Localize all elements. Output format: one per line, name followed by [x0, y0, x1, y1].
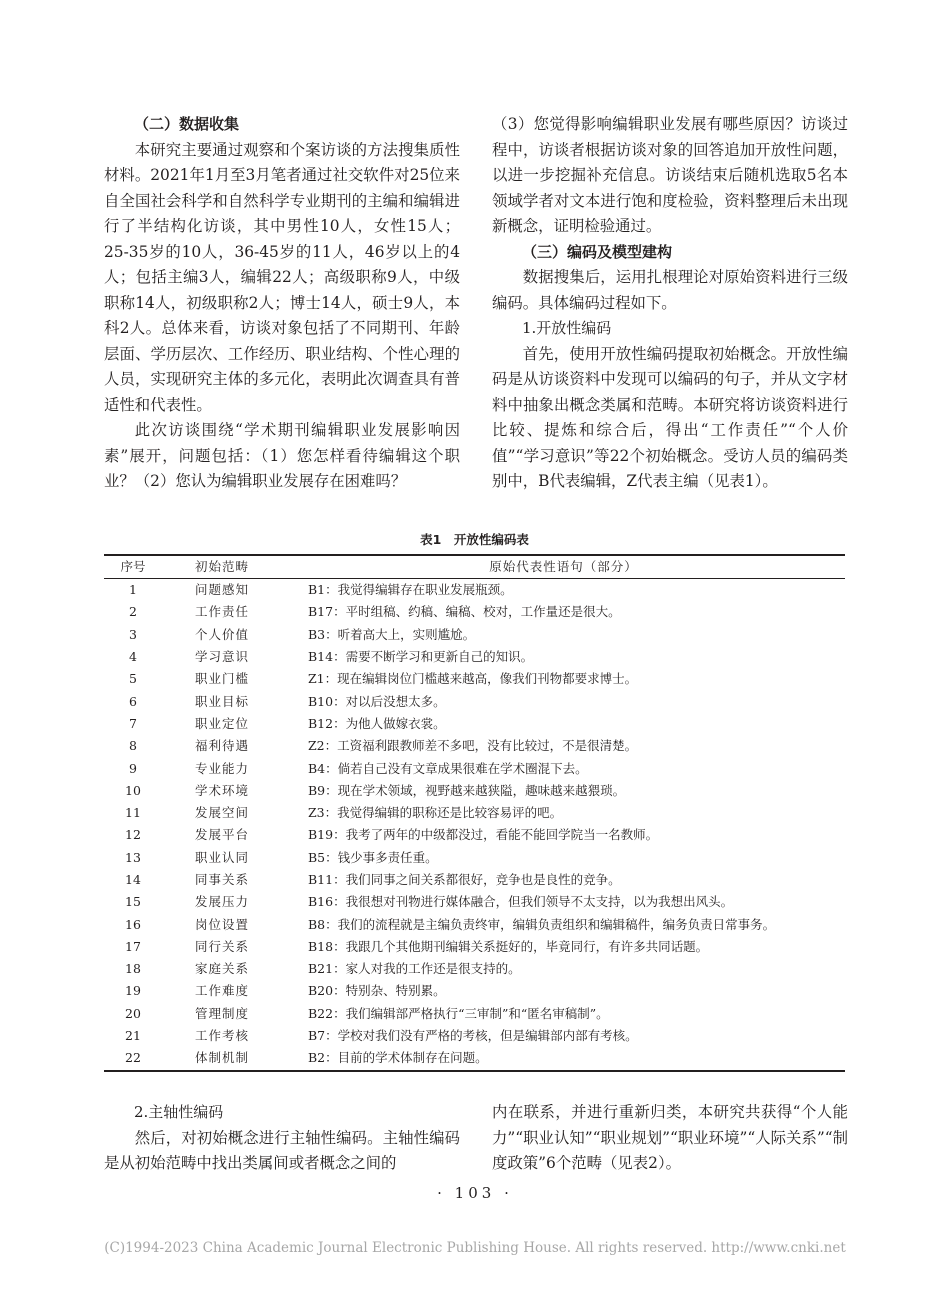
row-category: 发展平台 [194, 827, 249, 843]
open-coding-table [104, 554, 845, 1072]
header-index: 序号 [120, 559, 146, 574]
row-index: 21 [125, 1028, 141, 1044]
copyright-notice: (C)1994-2023 China Academic Journal Electronic Publishing House. All rights reserved. http://www.cnki.net [104, 1240, 846, 1256]
row-statement: B16：我很想对刊物进行媒体融合，但我们领导不太支持，以为我想出风头。 [308, 894, 734, 910]
page-number: · 103 · [437, 1184, 513, 1202]
paragraph-interview-continued: （3）您觉得影响编辑职业发展有哪些原因？访谈过程中，访谈者根据访谈对象的回答追加开放性问题，以进一步挖掘补充信息。访谈结束后随机选取5名本领域学者对文本进行饱和度检验，资料整理后未出现新概念，证明检验通过。 [492, 115, 848, 235]
table-row [104, 690, 845, 712]
row-statement: Z2：工资福利跟教师差不多吧，没有比较过，不是很清楚。 [308, 738, 638, 754]
row-statement: B18：我跟几个其他期刊编辑关系挺好的，毕竟同行，有许多共同话题。 [308, 938, 709, 954]
table-body [104, 579, 845, 1071]
row-statement: Z3：我觉得编辑的职称还是比较容易评的吧。 [308, 805, 563, 821]
row-category: 工作责任 [194, 604, 249, 620]
paragraph-data-collection: 本研究主要通过观察和个案访谈的方法搜集质性材料。2021年1月至3月笔者通过社交软件对25位来自全国社会科学和自然科学专业期刊的主编和编辑进行了半结构化访谈，其中男性10人，女性15人；25-35岁的10人，36-45岁的11人，46岁以上的4人；包括主编3人，编辑22人；高级职称9人，中级职称14人，初级职称2人；博士14人，硕士9人，本科2人。总体来看，访谈对象包括了不同期刊、年龄层面、学历层次、工作经历、职业结构、个性心理的人员，实现研究主体的多元化，表明此次调查具有普适性和代表性。 [104, 140, 460, 414]
bottom-left-column [104, 1100, 460, 1177]
table-row [104, 913, 845, 935]
row-index: 19 [125, 983, 141, 999]
row-category: 专业能力 [194, 760, 249, 776]
row-index: 9 [129, 760, 137, 776]
section-heading-data-collection: （二）数据收集 [134, 115, 240, 133]
row-statement: B11：我们同事之间关系都很好，竞争也是良性的竞争。 [308, 872, 621, 887]
row-index: 17 [125, 938, 141, 954]
row-index: 5 [129, 671, 137, 687]
table-row [104, 869, 845, 891]
row-statement: B9：现在学术领域，视野越来越狭隘，趣味越来越猥琐。 [308, 782, 626, 798]
row-category: 职业门槛 [194, 671, 249, 687]
row-statement: B3：听着高大上，实则尴尬。 [308, 626, 476, 642]
table-row [104, 1003, 845, 1025]
row-statement: B2：目前的学术体制存在问题。 [308, 1050, 488, 1066]
header-category: 初始范畴 [194, 559, 249, 574]
row-category: 管理制度 [194, 1005, 249, 1021]
row-category: 发展空间 [194, 805, 249, 821]
table-row [104, 802, 845, 824]
row-category: 问题感知 [194, 582, 249, 598]
table-row [104, 601, 845, 623]
row-category: 个人价值 [194, 626, 249, 642]
table-row [104, 1047, 845, 1070]
row-category: 职业认同 [194, 849, 249, 865]
row-index: 18 [125, 961, 141, 977]
row-category: 同行关系 [194, 938, 249, 954]
row-statement: B19：我考了两年的中级都没过，看能不能回学院当一名教师。 [308, 827, 659, 843]
row-index: 2 [129, 604, 137, 620]
subheading-open-coding: 1.开放性编码 [522, 319, 612, 337]
table-row [104, 646, 845, 668]
row-category: 家庭关系 [194, 961, 249, 977]
table-row [104, 713, 845, 735]
row-statement: B12：为他人做嫁衣裳。 [308, 715, 446, 731]
row-index: 16 [125, 916, 141, 932]
right-column [492, 112, 848, 495]
table-row [104, 757, 845, 779]
row-category: 职业目标 [194, 693, 249, 709]
row-category: 福利待遇 [194, 738, 249, 754]
row-category: 学术环境 [194, 782, 249, 798]
table-row [104, 824, 845, 846]
row-statement: Z1：现在编辑岗位门槛越来越高，像我们刊物都要求博士。 [308, 671, 638, 687]
table-row [104, 847, 845, 869]
row-index: 14 [125, 872, 141, 887]
row-statement: B4：倘若自己没有文章成果很难在学术圈混下去。 [308, 760, 588, 776]
row-index: 1 [129, 582, 137, 598]
table-row [104, 1025, 845, 1047]
row-category: 学习意识 [194, 649, 249, 665]
row-statement: B14：需要不断学习和更新自己的知识。 [308, 649, 534, 665]
left-column [104, 112, 460, 495]
paragraph-coding-intro: 数据搜集后，运用扎根理论对原始资料进行三级编码。具体编码过程如下。 [492, 268, 848, 312]
table-row [104, 891, 845, 913]
row-index: 22 [125, 1050, 141, 1066]
table-row [104, 958, 845, 980]
row-index: 11 [125, 805, 141, 821]
table-row [104, 579, 845, 602]
row-index: 6 [129, 693, 137, 709]
row-statement: B22：我们编辑部严格执行“三审制”和“匿名审稿制”。 [308, 1005, 609, 1021]
table-row [104, 624, 845, 646]
paragraph-axial-coding-continued: 内在联系，并进行重新归类，本研究共获得“个人能力”“职业认知”“职业规划”“职业环境”“人际关系”“制度政策”6个范畴（见表2）。 [492, 1103, 848, 1172]
paragraph-open-coding: 首先，使用开放性编码提取初始概念。开放性编码是从访谈资料中发现可以编码的句子，并从文字材料中抽象出概念类属和范畴。本研究将访谈资料进行比较、提炼和综合后，得出“工作责任”“个人价值”“学习意识”等22个初始概念。受访人员的编码类别中，B代表编辑，Z代表主编（见表1）。 [492, 344, 848, 490]
row-statement: B17：平时组稿、约稿、编稿、校对，工作量还是很大。 [308, 604, 621, 620]
table-row [104, 936, 845, 958]
row-statement: B7：学校对我们没有严格的考核，但是编辑部内部有考核。 [308, 1028, 638, 1044]
row-category: 工作考核 [194, 1028, 249, 1044]
row-index: 13 [125, 849, 141, 865]
table-row [104, 780, 845, 802]
table-row [104, 735, 845, 757]
row-index: 7 [129, 715, 137, 731]
table-title: 表1 开放性编码表 [420, 532, 529, 547]
row-statement: B10：对以后没想太多。 [308, 693, 446, 709]
row-index: 8 [129, 738, 137, 754]
row-index: 15 [125, 894, 141, 910]
section-heading-coding: （三）编码及模型建构 [522, 242, 673, 261]
row-index: 3 [129, 626, 137, 642]
header-statement: 原始代表性语句（部分） [489, 559, 638, 574]
row-index: 12 [125, 827, 141, 843]
row-statement: B8：我们的流程就是主编负责终审，编辑负责组织和编辑稿件，编务负责日常事务。 [308, 916, 776, 932]
bottom-right-column [492, 1100, 848, 1177]
row-category: 工作难度 [194, 983, 249, 999]
row-statement: B1：我觉得编辑存在职业发展瓶颈。 [308, 582, 513, 598]
open-coding-table-section [104, 530, 845, 1072]
table-row [104, 980, 845, 1002]
subheading-axial-coding: 2.主轴性编码 [134, 1103, 224, 1121]
paragraph-interview-questions: 此次访谈围绕“学术期刊编辑职业发展影响因素”展开，问题包括：（1）您怎样看待编辑这个职业？（2）您认为编辑职业发展存在困难吗？ [104, 421, 460, 490]
row-statement: B21：家人对我的工作还是很支持的。 [308, 961, 521, 977]
paragraph-axial-coding: 然后，对初始概念进行主轴性编码。主轴性编码是从初始范畴中找出类属间或者概念之间的 [104, 1128, 460, 1172]
table-row [104, 668, 845, 690]
row-index: 10 [125, 782, 141, 798]
row-statement: B5：钱少事多责任重。 [308, 849, 438, 865]
row-category: 职业定位 [194, 715, 249, 731]
row-index: 4 [129, 649, 137, 665]
row-statement: B20：特别杂、特别累。 [308, 983, 446, 999]
row-index: 20 [125, 1005, 141, 1021]
row-category: 发展压力 [194, 894, 249, 910]
table-header-row [104, 555, 845, 579]
row-category: 同事关系 [194, 872, 249, 887]
row-category: 岗位设置 [194, 916, 249, 932]
row-category: 体制机制 [194, 1050, 249, 1066]
